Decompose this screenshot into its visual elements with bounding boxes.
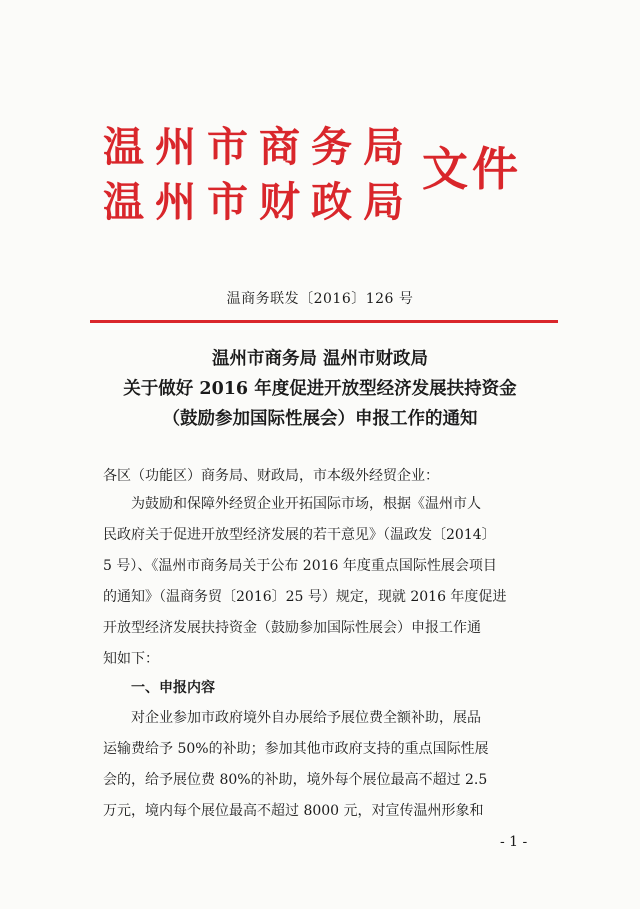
section-line: 运输费给予 50%的补助；参加其他市政府支持的重点国际性展 (103, 741, 489, 757)
title-line-3: （鼓励参加国际性展会）申报工作的通知 (162, 409, 478, 429)
section-line: 对企业参加市政府境外自办展给予展位费全额补助，展品 (131, 710, 481, 726)
intro-line: 开放型经济发展扶持资金（鼓励参加国际性展会）申报工作通 (103, 620, 481, 636)
red-separator-line (90, 320, 558, 323)
section-line: 万元，境内每个展位最高不超过 8000 元，对宣传温州形象和 (103, 803, 484, 819)
intro-line: 的通知》（温商务贸〔2016〕25 号）规定，现就 2016 年度促进 (103, 589, 507, 605)
section-heading: 一、申报内容 (131, 680, 215, 696)
intro-line: 5 号）、《温州市商务局关于公布 2016 年度重点国际性展会项目 (103, 558, 497, 574)
salutation: 各区（功能区）商务局、财政局，市本级外经贸企业： (103, 468, 439, 484)
section-line: 会的，给予展位费 80%的补助，境外每个展位最高不超过 2.5 (103, 772, 488, 788)
title-line-2: 关于做好 2016 年度促进开放型经济发展扶持资金 (123, 379, 517, 399)
page-number: - 1 - (500, 834, 528, 850)
document-type-label: 文件 (422, 142, 522, 196)
title-line-1: 温州市商务局 温州市财政局 (211, 349, 429, 369)
issuer-wenzhou-finance-bureau: 温州市财政局 (103, 178, 415, 226)
intro-line: 民政府关于促进开放型经济发展的若干意见》（温政发〔2014〕 (103, 527, 496, 543)
intro-line: 为鼓励和保障外经贸企业开拓国际市场，根据《温州市人 (131, 496, 481, 512)
issuer-wenzhou-commerce-bureau: 温州市商务局 (103, 123, 415, 171)
document-number: 温商务联发〔2016〕126 号 (226, 291, 414, 307)
intro-line: 知如下： (103, 651, 159, 667)
